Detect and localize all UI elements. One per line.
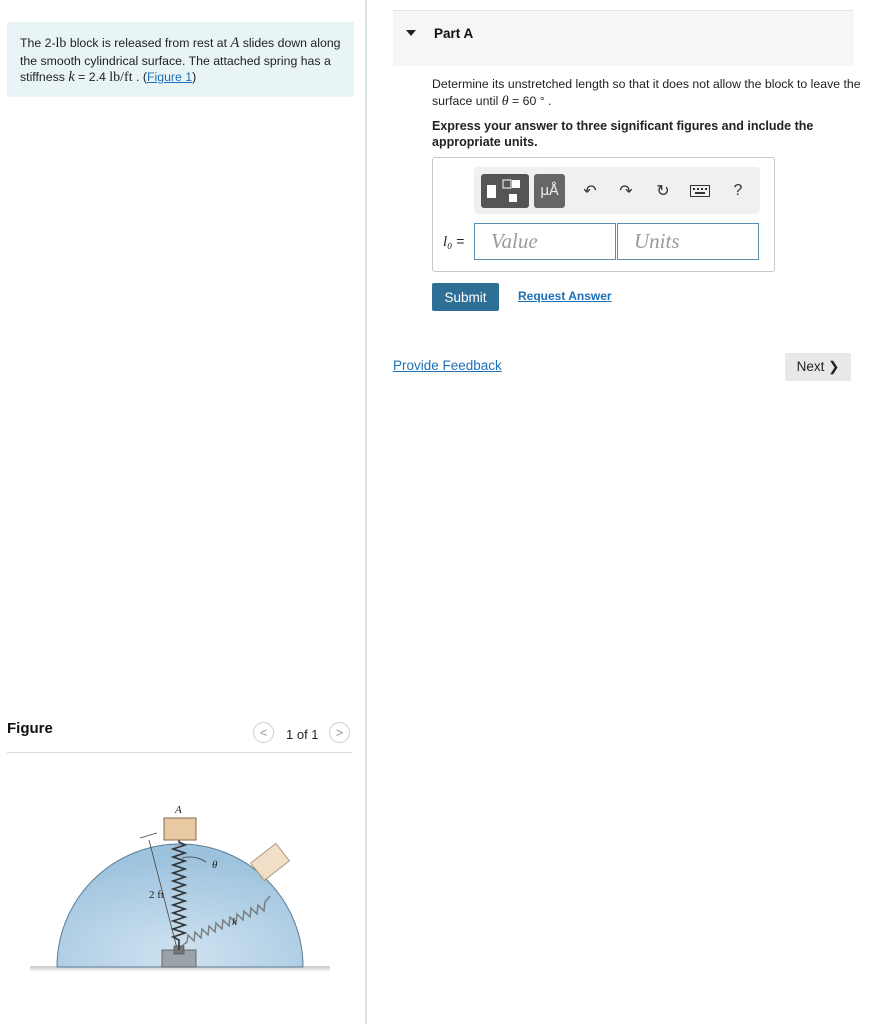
redo-icon: ↷ [619,183,633,200]
problem-text: The 2- [20,36,56,50]
units-placeholder: Units [634,229,680,253]
figure-prev-button[interactable] [253,722,274,743]
units-input[interactable] [617,223,759,260]
answer-variable-label [443,233,464,251]
figure-page-count: 1 of 1 [286,727,319,742]
request-answer-link[interactable]: Request Answer [518,289,612,303]
problem-text: . ( [132,70,147,84]
part-a-label: Part A [434,26,474,41]
templates-icon [481,174,529,208]
help-icon: ? [733,182,743,199]
question-text [432,76,862,110]
mass-unit: lb [55,36,67,51]
theta-label: θ [212,859,218,871]
templates-button[interactable] [481,174,529,208]
block-at-A [164,818,196,840]
submit-button[interactable]: Submit [432,283,499,311]
units-button[interactable] [534,174,565,208]
figure-link[interactable]: Figure 1 [146,70,193,84]
pane-divider [365,0,367,1024]
value-input[interactable] [474,223,616,260]
question-part: Determine its unstretched length so that it does not allow the block to leave the surface until [432,77,861,108]
figure-divider [7,752,352,753]
radius-tick [140,833,157,838]
k-unit: lb/ft [109,70,133,85]
theta-symbol: θ [501,93,509,109]
radius-label: 2 ft [149,889,164,901]
units-icon: μÅ [540,183,559,199]
point-label: A [230,35,240,51]
problem-text: block is released from rest at [66,36,231,50]
figure-diagram [22,800,342,985]
answer-instructions: Express your answer to three significant figures and include the appropriate units. [432,119,814,149]
keyboard-icon [690,185,710,197]
chevron-right-icon: > [335,725,344,740]
reset-icon: ↻ [656,183,670,200]
next-button[interactable]: Next ❯ [785,353,851,381]
redo-button[interactable] [614,178,638,204]
provide-feedback-link[interactable]: Provide Feedback [393,358,502,373]
chevron-left-icon: < [259,725,268,740]
keyboard-button[interactable] [688,178,712,204]
problem-text: = 2.4 [74,70,110,84]
k-label: k [232,916,237,928]
figure-title: Figure [7,720,53,737]
figure-next-button[interactable] [329,722,350,743]
reset-button[interactable] [651,178,675,204]
value-placeholder: Value [491,229,538,253]
problem-text: ) [192,70,197,84]
question-part: = 60 ° . [508,93,552,108]
k-symbol: k [68,69,75,85]
equals-sign: = [452,233,465,249]
l0-symbol: l₀ [443,234,453,250]
problem-text: slides down along the smooth cylindrical surface. The attached spring has a stiffness [20,36,341,84]
undo-icon: ↶ [583,183,597,200]
undo-button[interactable] [578,178,602,204]
help-button[interactable] [726,178,750,204]
point-A-label: A [175,804,182,816]
problem-statement [7,22,354,97]
caret-down-icon[interactable] [406,30,416,36]
